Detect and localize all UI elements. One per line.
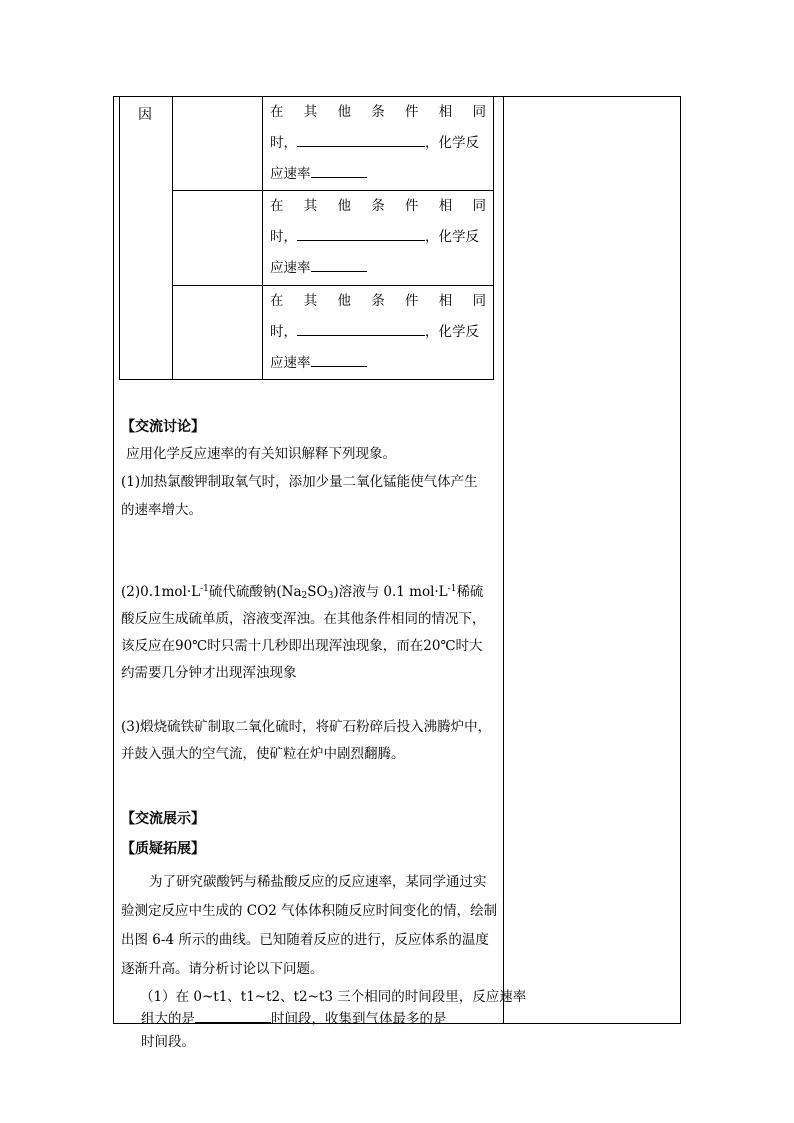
question-1-line-1: (1)加热氯酸钾制取氧气时，添加少量二氧化锰能使气体产生 <box>121 474 478 490</box>
display-heading: 【交流展示】 <box>121 811 205 827</box>
extension-para-line-4: 逐渐升高。请分析讨论以下问题。 <box>121 961 324 977</box>
cell-line-2: 时， ，化学反 <box>270 222 486 253</box>
table-divider <box>262 96 263 380</box>
answer-blank[interactable] <box>297 226 425 241</box>
answer-blank[interactable] <box>311 257 367 272</box>
question-2-line-2: 酸反应生成硫单质，溶液变浑浊。在其他条件相同的情况下， <box>121 611 486 627</box>
extension-heading: 【质疑拓展】 <box>121 841 205 857</box>
extension-para-line-3: 出图 6-4 所示的曲线。已知随着反应的进行，反应体系的温度 <box>121 932 489 948</box>
extension-q1-line-3: 时间段。 <box>141 1034 195 1050</box>
cell-line-3: 应速率 <box>270 348 486 379</box>
right-column-divider <box>503 96 504 1024</box>
question-3-line-2: 并鼓入强大的空气流，使矿粒在炉中剧烈翻腾。 <box>121 746 405 762</box>
discussion-intro: 应用化学反应速率的有关知识解释下列现象。 <box>126 446 396 462</box>
question-2-line-3: 该反应在90℃时只需十几秒即出现浑浊现象，而在20℃时大 <box>121 638 483 654</box>
table-cell <box>270 286 486 379</box>
extension-para-line-1: 为了研究碳酸钙与稀盐酸反应的反应速率，某同学通过实 <box>149 874 487 890</box>
table-row-label: 因 <box>138 107 152 123</box>
table-divider <box>172 96 173 380</box>
cell-line-1: 在 其 他 条 件 相 同 <box>270 104 486 120</box>
question-1-line-2: 的速率增大。 <box>121 502 202 518</box>
cell-line-1: 在 其 他 条 件 相 同 <box>270 293 486 309</box>
table-cell <box>270 97 486 190</box>
cell-line-1: 在 其 他 条 件 相 同 <box>270 198 486 214</box>
answer-blank[interactable] <box>297 132 425 147</box>
cell-line-3: 应速率 <box>270 253 486 284</box>
extension-q1-line-2: 组大的是 时间段，收集到气体最多的是 <box>141 1007 447 1027</box>
question-2-line-1: $(2)0.1mol\cdot L^{-1}$硫代硫酸钠$(Na_2SO_3)$溶液与 0.1 $mol\cdot L^{-1}$稀硫 <box>121 584 484 601</box>
extension-para-line-2: 验测定反应中生成的 CO2 气体体积随反应时间变化的情，绘制 <box>121 903 498 919</box>
discussion-heading: 【交流讨论】 <box>121 419 205 435</box>
table-cell <box>270 191 486 284</box>
question-3-line-1: (3)煅烧硫铁矿制取二氧化硫时，将矿石粉碎后投入沸腾炉中， <box>121 719 492 735</box>
cell-line-2: 时， ，化学反 <box>270 317 486 348</box>
answer-blank[interactable] <box>195 1008 271 1023</box>
answer-blank[interactable] <box>311 163 367 178</box>
question-2-line-4: 约需要几分钟才出现浑浊现象 <box>121 665 297 681</box>
cell-line-3: 应速率 <box>270 159 486 190</box>
cell-line-2: 时， ，化学反 <box>270 128 486 159</box>
answer-blank[interactable] <box>311 352 367 367</box>
answer-blank[interactable] <box>297 321 425 336</box>
extension-q1-line-1: （1）在 0~t1、t1~t2、t2~t3 三个相同的时间段里，反应速率 <box>140 989 527 1005</box>
